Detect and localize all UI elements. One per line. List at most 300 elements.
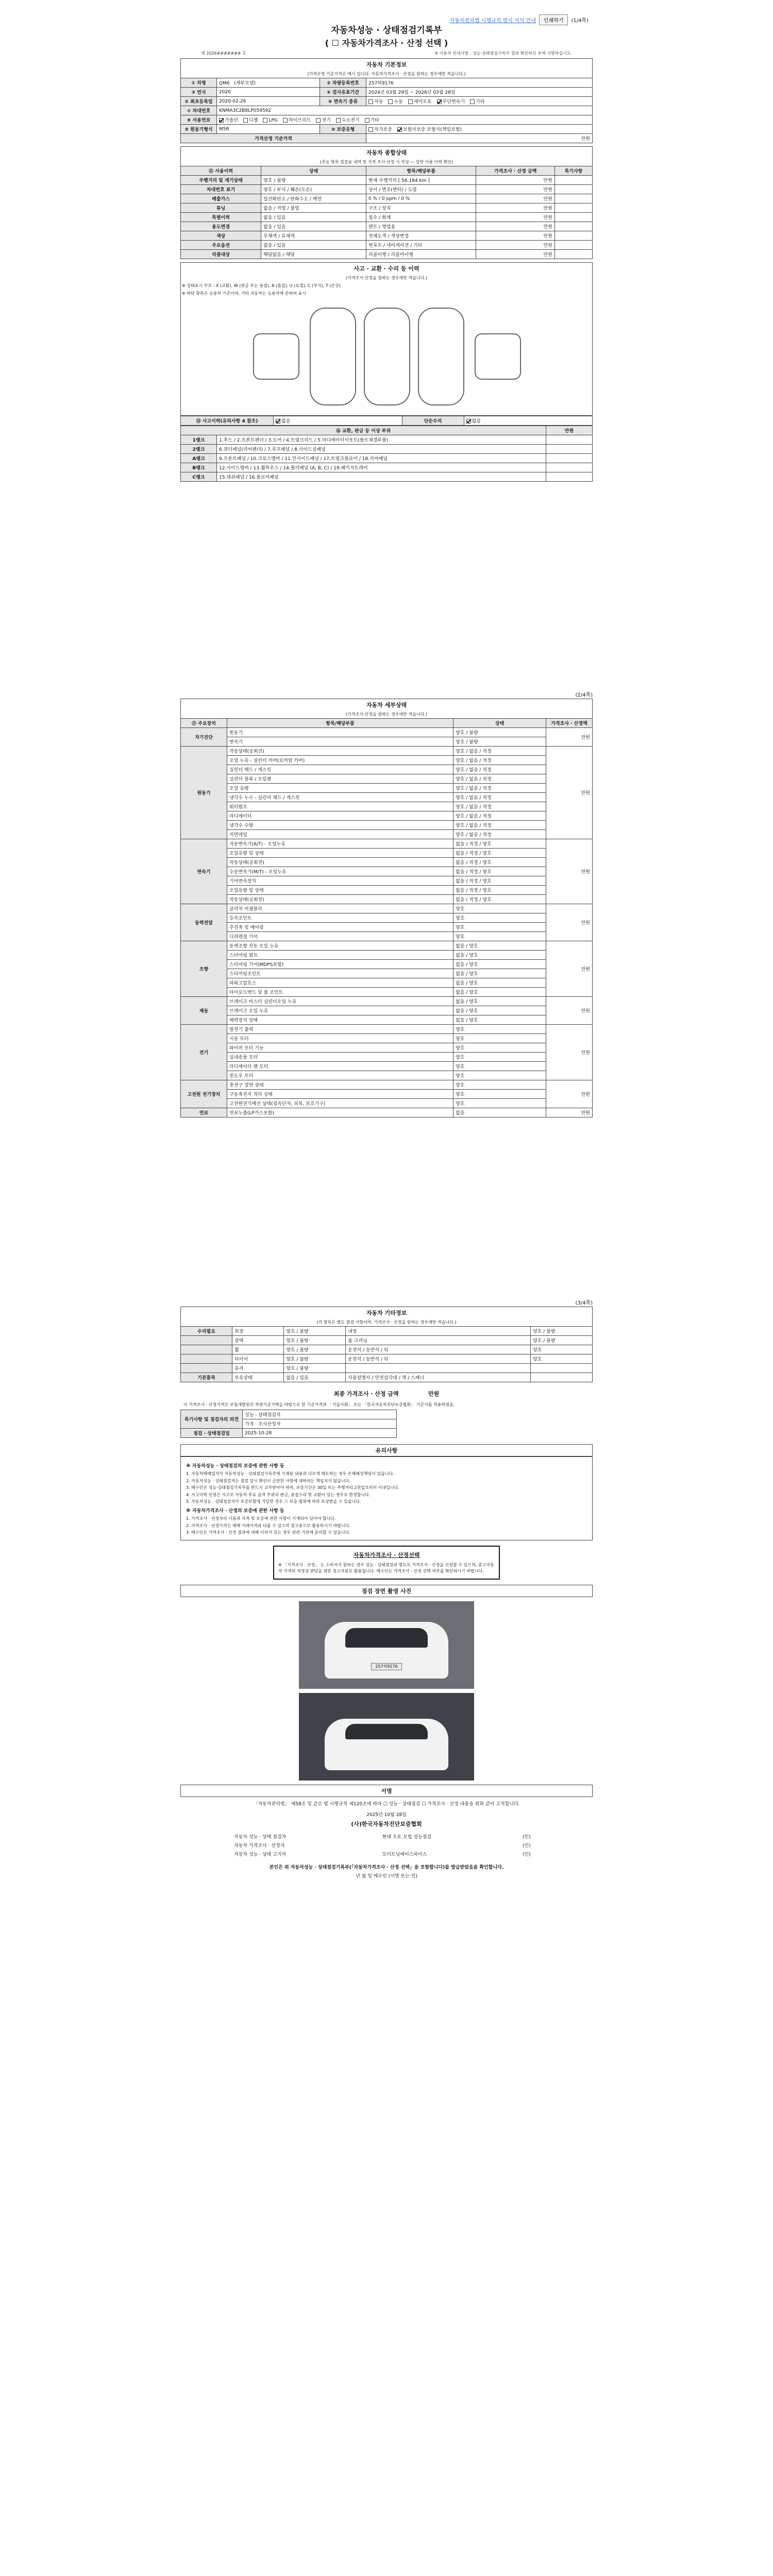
detail-item: 냉각수 누수 - 실린더 헤드 / 개스킷 — [227, 793, 453, 802]
state-price: 만원 — [476, 194, 554, 204]
detail-item: 원동기 — [227, 728, 453, 737]
detail-price: 만원 — [546, 997, 593, 1025]
state-item: 용도변경 — [181, 222, 261, 231]
state-part: 리콜이행 / 리콜미이행 — [366, 250, 476, 259]
inspect-date-label: 점검 · 상태점검일 — [181, 1429, 243, 1438]
notes-head-2: ※ 자동차가격조사 · 산정의 보증에 관한 사항 등 — [186, 1508, 284, 1514]
doc-number: 제 2026####### 호 — [201, 51, 246, 56]
detail-item: 발전기 출력 — [227, 1025, 453, 1034]
sign-name — [380, 1841, 520, 1850]
state-part: 0 % / 0 ppm / 0 % — [366, 194, 476, 204]
inspection-photo-front — [299, 1601, 474, 1689]
detail-state: 양호 — [453, 1080, 546, 1090]
detail-state: 없음 / 양호 — [453, 978, 546, 988]
other-cell — [181, 1364, 232, 1373]
detail-state: 양호 — [453, 932, 546, 941]
state-part: 침수 / 화재 — [366, 213, 476, 222]
sign-seal: (인) — [523, 1834, 531, 1840]
trans-option[interactable]: 기타 — [470, 99, 484, 105]
buyer-sign: 년 월 일 매수인 (서명 또는 인) — [356, 1873, 417, 1879]
other-cell — [181, 1336, 232, 1345]
detail-item: 오일유량 및 상태 — [227, 886, 453, 895]
detail-item: 기어변속장치 — [227, 876, 453, 886]
detail-state: 양호 / 없음 / 적정 — [453, 830, 546, 839]
detail-state: 양호 — [453, 1099, 546, 1108]
table-row — [232, 1850, 541, 1858]
warranty-options — [366, 125, 593, 134]
other-cell: 양호 / 불량 — [530, 1327, 592, 1336]
table-row — [181, 1345, 593, 1354]
sign-name: 현대 오토 모빌 성능점검 — [382, 1834, 432, 1840]
state-remark — [554, 250, 592, 259]
detail-price: 만원 — [546, 1025, 593, 1080]
outer-parts: 6.쿼터패널(리어펜더) / 7.루프패널 / 8.사이드실패널 — [217, 445, 546, 454]
detail-item: 고전원전기배선 상태(접속단자, 피복, 보호기구) — [227, 1099, 453, 1108]
sign-role: 자동차 가격조사 · 산정자 — [234, 1843, 285, 1849]
state-part: 구조 / 장치 — [366, 204, 476, 213]
detail-section-note: (가격조사·산정을 원하는 경우에만 적습니다.) — [180, 710, 593, 718]
sign-section-title: 서명 — [180, 1785, 593, 1797]
detail-group: 제동 — [181, 997, 227, 1025]
other-cell: 양호 — [530, 1345, 592, 1354]
table-row — [181, 1053, 593, 1062]
table-row — [181, 1071, 593, 1080]
label-first-reg: ⑤ 최초등록일 — [181, 97, 217, 106]
table-row — [181, 737, 593, 747]
other-cell — [530, 1373, 592, 1382]
accident-label: ⑮ 사고이력(유의사항 4 참조) — [181, 416, 274, 426]
detail-state: 양호 / 없음 / 적정 — [453, 784, 546, 793]
detail-section-title: 자동차 세부상태 — [180, 699, 593, 710]
detail-item: 작동상태(공회전) — [227, 747, 453, 756]
other-cell: 유리 — [232, 1364, 284, 1373]
detail-state: 없음 / 적정 / 양호 — [453, 876, 546, 886]
detail-state: 양호 — [453, 904, 546, 913]
state-item: 주요옵션 — [181, 241, 261, 250]
detail-price: 만원 — [546, 839, 593, 904]
detail-item: 오일 누유 - 실린더 커버(로커암 커버) — [227, 756, 453, 765]
outer-rank: 1랭크 — [181, 435, 217, 445]
table-row — [181, 1080, 593, 1090]
table-row — [181, 951, 593, 960]
state-status: 없음 / 있음 — [261, 213, 366, 222]
detail-group: 동력전달 — [181, 904, 227, 941]
state-item: 주행거리 및 계기상태 — [181, 176, 261, 185]
sign-date: 2025년 10월 28일 — [366, 1812, 407, 1818]
simple-repair-label: 단순수리 — [402, 416, 464, 426]
notes-box — [180, 1456, 593, 1540]
table-row — [181, 194, 593, 204]
other-cell: 양호 / 불량 — [284, 1336, 346, 1345]
state-part: 전체도색 / 색상변경 — [366, 231, 476, 241]
outer-price-cell — [546, 454, 593, 463]
table-row — [181, 941, 593, 951]
detail-item: 윈도우 모터 — [227, 1071, 453, 1080]
table-row — [181, 1034, 593, 1043]
other-cell — [346, 1364, 531, 1373]
detail-item: 파워고압호스 — [227, 978, 453, 988]
detail-state: 양호 / 불량 — [453, 728, 546, 737]
state-status: 해당없음 / 해당 — [261, 250, 366, 259]
outer-parts: 15.대쉬패널 / 16.플로어패널 — [217, 472, 546, 482]
vin: KNMA3C2B8LP059592 — [217, 106, 593, 115]
detail-item: 냉각수 수량 — [227, 821, 453, 830]
fuel-option[interactable]: 디젤 — [243, 118, 258, 123]
state-remark — [554, 222, 592, 231]
table-row — [181, 821, 593, 830]
table-row — [181, 250, 593, 259]
detail-state: 양호 / 불량 — [453, 737, 546, 747]
consent-body: ※ 「가격조사 · 산정」 는 소비자가 원하는 경우 성능 · 상태점검과 별도로 가격조사 · 산정을 신청할 수 있으며, 중고자동차 가격의 적정성 판단을 위한 참고자료로 활용됩니다. 매수인은 가격조사 · 산정 선택 여부를 확인하시기 바랍니다. — [278, 1562, 494, 1573]
state-remark — [554, 213, 592, 222]
detail-state: 양호 — [453, 1090, 546, 1099]
sign-seal: (인) — [523, 1843, 531, 1849]
label-trans: ⑥ 변속기 종류 — [320, 97, 366, 106]
detail-state: 없음 / 양호 — [453, 951, 546, 960]
accident-table — [180, 416, 593, 426]
accident-legend: ※ 상태표시 부호 : X (교환), W (판금 또는 용접), A (흠집), U (요철), C (부식), T (손상) — [180, 282, 593, 290]
other-cell: 보유상태 — [232, 1373, 284, 1382]
state-status: 없음 / 적법 / 불법 — [261, 204, 366, 213]
detail-state: 양호 — [453, 1062, 546, 1071]
year: 2020 — [217, 88, 320, 97]
outer-price-cell — [546, 463, 593, 472]
detail-state: 양호 / 없음 / 적정 — [453, 774, 546, 784]
detail-price: 만원 — [546, 904, 593, 941]
state-section-title: 자동차 종합상태 — [180, 146, 593, 158]
other-cell: 사용설명서 / 안전삼각대 / 잭 / 스패너 — [346, 1373, 531, 1382]
other-table — [180, 1326, 593, 1382]
table-row — [181, 978, 593, 988]
engine: M5R — [217, 125, 320, 134]
label-inspection: ④ 검사유효기간 — [320, 88, 366, 97]
other-cell: 타이어 — [232, 1354, 284, 1364]
other-cell: 양호 / 불량 — [284, 1364, 346, 1373]
table-row — [181, 886, 593, 895]
table-row — [181, 839, 593, 849]
state-status: 없음 / 있음 — [261, 241, 366, 250]
detail-state: 없음 / 양호 — [453, 960, 546, 969]
detail-state: 없음 — [453, 1108, 546, 1117]
label-reg-no: ② 차량등록번호 — [320, 78, 366, 88]
table-row — [181, 241, 593, 250]
detail-state: 양호 / 없음 / 적정 — [453, 765, 546, 774]
table-row — [181, 463, 593, 472]
detail-item: 타이로드엔드 및 볼 조인트 — [227, 988, 453, 997]
other-cell: 운전석 / 동반석 / 뒤 — [346, 1345, 531, 1354]
state-part: 썬루프 / 네비게이션 / 기타 — [366, 241, 476, 250]
state-part: 상이 / 변조(변타) / 도말 — [366, 185, 476, 194]
label-price: 가격산정 기준가격 — [181, 134, 366, 143]
state-remark — [554, 231, 592, 241]
table-row — [181, 445, 593, 454]
inspector-label: 성능 · 상태점검자 — [243, 1410, 397, 1419]
table-row — [181, 811, 593, 821]
trans-option[interactable]: 자동 — [368, 99, 383, 105]
price-basis: 이 가격조사 · 산정가격은 보험개발원의 차량기준가액을 바탕으로 한 기준가격과 「기술사회」 또는 「한국자동차진단보증협회」 기준서를 적용하였음. — [183, 1402, 455, 1407]
outer-rank: C랭크 — [181, 472, 217, 482]
table-row — [181, 932, 593, 941]
other-cell: 수리필요 — [181, 1327, 232, 1336]
sign-roles-table — [232, 1832, 541, 1858]
fuel-option[interactable]: 하이브리드 — [283, 118, 311, 123]
law-link[interactable]: 자동차관리법 시행규칙 별지 서식 안내 — [449, 18, 536, 24]
detail-item: 디퍼렌셜 기어 — [227, 932, 453, 941]
detail-item: 변속기 — [227, 737, 453, 747]
document-subtitle: ( ☐ 자동차가격조사 · 산정 선택 ) — [325, 38, 448, 48]
detail-header: 가격조사 · 산정액 — [546, 719, 593, 728]
table-row — [181, 472, 593, 482]
other-cell — [530, 1364, 592, 1373]
table-row — [181, 185, 593, 194]
car-outline-rear — [475, 333, 521, 380]
detail-header: 상태 — [453, 719, 546, 728]
table-row — [181, 1099, 593, 1108]
table-row — [181, 213, 593, 222]
detail-state: 없음 / 적정 / 양호 — [453, 839, 546, 849]
trans-option[interactable]: 수동 — [388, 99, 402, 105]
detail-state: 양호 / 없음 / 적정 — [453, 821, 546, 830]
outer-parts: 9.프론트패널 / 10.크로스멤버 / 11.인사이드패널 / 17.트렁크플로어 / 18.리어패널 — [217, 454, 546, 463]
table-row — [181, 923, 593, 932]
detail-item: 클러치 어셈블리 — [227, 904, 453, 913]
detail-item: 워터펌프 — [227, 802, 453, 811]
table-row — [181, 1336, 593, 1345]
other-cell: 양호 — [530, 1354, 592, 1364]
detail-state: 없음 / 양호 — [453, 1015, 546, 1025]
label-year: ③ 연식 — [181, 88, 217, 97]
state-section-note: (주요 항목 점검표 내역 및 가격 조사·산정 시 작성 — 일반 사용 이력 확인) — [180, 158, 593, 166]
detail-state: 양호 — [453, 1071, 546, 1080]
detail-table — [180, 718, 593, 1117]
notes-head-1: ※ 자동차성능 · 상태점검의 보증에 관한 사항 등 — [186, 1464, 284, 1469]
detail-item: 오일유량 및 상태 — [227, 849, 453, 858]
detail-price: 만원 — [546, 941, 593, 997]
label-fuel: ⑧ 사용연료 — [181, 115, 217, 125]
detail-state: 양호 — [453, 1034, 546, 1043]
outer-price: 만원 — [546, 426, 593, 435]
fuel-option[interactable]: LPG — [263, 118, 277, 123]
car-rear-window-shape — [345, 1724, 428, 1739]
detail-state: 없음 / 양호 — [453, 997, 546, 1006]
table-row — [181, 802, 593, 811]
detail-state: 없음 / 양호 — [453, 969, 546, 978]
detail-item: 실린더 헤드 / 개스킷 — [227, 765, 453, 774]
detail-item: 스티어링조인트 — [227, 969, 453, 978]
accident-section-note: (가격조사·산정을 원하는 경우에만 적습니다.) — [180, 274, 593, 282]
fuel-option[interactable]: 수소전기 — [336, 118, 360, 123]
table-row — [181, 176, 593, 185]
state-table — [180, 166, 593, 259]
state-price: 만원 — [476, 185, 554, 194]
car-outline-right — [418, 308, 464, 405]
detail-state: 양호 / 없음 / 적정 — [453, 802, 546, 811]
table-row — [232, 1841, 541, 1850]
detail-price: 만원 — [546, 1108, 593, 1117]
state-part: 현재 주행거리 [ 56,184 km ] — [366, 176, 476, 185]
detail-price: 만원 — [546, 1080, 593, 1108]
state-header: 특기사항 — [554, 166, 592, 176]
state-remark — [554, 185, 592, 194]
detail-state: 없음 / 양호 — [453, 988, 546, 997]
trans-options — [366, 97, 593, 106]
trans-option[interactable]: 세미오토 — [408, 99, 432, 105]
outer-parts: 12.사이드멤버 / 13.휠하우스 / 14.필러패널 (A, B, C) / 19.패키지트레이 — [217, 463, 546, 472]
state-status: 양호 / 불량 — [261, 176, 366, 185]
table-row — [181, 830, 593, 839]
page-3 — [180, 1298, 593, 1879]
table-row — [181, 793, 593, 802]
detail-item: 와이퍼 모터 기능 — [227, 1043, 453, 1053]
first-reg: 2020-02-26 — [217, 97, 320, 106]
state-status: 양호 / 부식 / 훼손(오손) — [261, 185, 366, 194]
photos-title: 점검 장면 촬영 사진 — [180, 1585, 593, 1597]
car-outline-front — [253, 333, 299, 380]
detail-state: 없음 / 양호 — [453, 1006, 546, 1015]
detail-group: 조향 — [181, 941, 227, 997]
state-remark — [554, 194, 592, 204]
table-row — [181, 1090, 593, 1099]
table-row — [181, 849, 593, 858]
detail-item: 구동축전지 격리 상태 — [227, 1090, 453, 1099]
buyer-confirmation: 본인은 위 자동차성능 · 상태점검기록부(「자동차가격조사 · 산정 선택」을 포함합니다)를 발급받았음을 확인합니다. — [269, 1865, 504, 1870]
table-row — [181, 1062, 593, 1071]
inspect-date: 2025-10-28 — [243, 1429, 397, 1438]
final-price-label: 최종 가격조사 · 산정 금액 만원 — [333, 1391, 440, 1397]
table-row — [181, 969, 593, 978]
detail-item: 수동변속기(M/T) - 오일누유 — [227, 867, 453, 876]
note-item: 1. 자동차매매업자가 자동차성능 · 상태점검기록부에 기재된 내용과 다르게 매도하는 경우 손해배상책임이 있습니다. — [186, 1471, 394, 1476]
state-part: 렌트 / 영업용 — [366, 222, 476, 231]
state-remark — [554, 241, 592, 250]
detail-item: 브레이크 마스터 실린더오일 누유 — [227, 997, 453, 1006]
detail-item: 커먼레일 — [227, 830, 453, 839]
table-row — [181, 204, 593, 213]
table-row — [181, 728, 593, 737]
trans-option[interactable]: 무단변속기 — [437, 99, 465, 105]
state-header: ⑪ 사용이력 — [181, 166, 261, 176]
reg-no: 257허9176 — [366, 78, 593, 88]
detail-item: 실내송풍 모터 — [227, 1053, 453, 1062]
license-plate: 257허9176 — [371, 1663, 402, 1670]
label-warranty: ⑩ 보증유형 — [320, 125, 366, 134]
fuel-option[interactable]: 전기 — [316, 118, 330, 123]
table-row — [181, 1354, 593, 1364]
top-links — [450, 14, 589, 25]
table-row — [181, 435, 593, 445]
detail-state: 양호 — [453, 923, 546, 932]
fuel-option[interactable]: 기타 — [365, 118, 379, 123]
sign-name: 모터트닝에이스파이스 — [382, 1852, 427, 1857]
detail-state: 없음 / 적정 / 양호 — [453, 858, 546, 867]
detail-item: 브레이크 오일 누유 — [227, 1006, 453, 1015]
state-header: 가격조사 · 산정 금액 — [476, 166, 554, 176]
detail-item: 스티어링 펌프 — [227, 951, 453, 960]
table-row — [181, 784, 593, 793]
outer-rank: B랭크 — [181, 463, 217, 472]
outer-rank: A랭크 — [181, 454, 217, 463]
detail-item: 추진축 및 베어링 — [227, 923, 453, 932]
other-cell: 양호 / 불량 — [530, 1336, 592, 1345]
detail-item: 충전구 절연 상태 — [227, 1080, 453, 1090]
detail-item: 등속조인트 — [227, 913, 453, 923]
table-row — [181, 858, 593, 867]
other-cell: 양호 / 불량 — [284, 1345, 346, 1354]
basic-info-table — [180, 78, 593, 143]
state-price: 만원 — [476, 176, 554, 185]
detail-group: 전기 — [181, 1025, 227, 1080]
page-2 — [180, 690, 593, 1117]
table-row — [181, 895, 593, 904]
table-row — [181, 1015, 593, 1025]
outer-parts: 1.후드 / 2.프론트펜더 / 3.도어 / 4.트렁크리드 / 5.라디에이터서포트(볼트체결부품) — [217, 435, 546, 445]
accident-legend-2: ※ 하단 항목은 승용차 기준이며, 기타 자동차는 승용차에 준하여 표시 — [180, 290, 593, 297]
detail-state: 양호 / 없음 / 적정 — [453, 793, 546, 802]
state-item: 리콜대상 — [181, 250, 261, 259]
detail-state: 양호 / 없음 / 적정 — [453, 756, 546, 765]
state-item: 특별이력 — [181, 213, 261, 222]
table-row — [181, 867, 593, 876]
table-row — [181, 454, 593, 463]
state-item: 튜닝 — [181, 204, 261, 213]
table-row — [181, 1364, 593, 1373]
warranty-option[interactable]: 자가보증 — [368, 127, 392, 132]
other-cell: 룸 크리닝 — [346, 1336, 531, 1345]
state-remark — [554, 176, 592, 185]
detail-item: 시동 모터 — [227, 1034, 453, 1043]
warranty-option[interactable]: 보험사보증 보험사(책임보험) — [397, 127, 462, 132]
detail-item: 실린더 블록 / 오일팬 — [227, 774, 453, 784]
sign-org: (사)한국자동차진단보증협회 — [351, 1820, 422, 1827]
detail-group: 자기진단 — [181, 728, 227, 747]
state-price: 만원 — [476, 231, 554, 241]
inspection-period: 2024년 03월 29일 ~ 2026년 03월 28일 — [366, 88, 593, 97]
inspection-photo-rear — [299, 1693, 474, 1781]
other-cell: 기본품목 — [181, 1373, 232, 1382]
note-item: 2. 가격조사 · 산정가격은 매매 거래가격과 다를 수 있으며 참고용으로 활용하시기 바랍니다. — [186, 1523, 350, 1528]
detail-item: 라디에이터 — [227, 811, 453, 821]
state-price: 만원 — [476, 222, 554, 231]
car-outline-left — [310, 308, 356, 405]
detail-item: 연료누출(LP가스포함) — [227, 1108, 453, 1117]
label-car-name: ① 차명 — [181, 78, 217, 88]
state-price: 만원 — [476, 241, 554, 250]
other-cell — [181, 1354, 232, 1364]
table-row — [181, 1373, 593, 1382]
sign-role: 자동차 성능 · 상태 고지자 — [234, 1852, 287, 1857]
other-cell: 외장 — [232, 1327, 284, 1336]
detail-group: 변속기 — [181, 839, 227, 904]
table-row — [232, 1832, 541, 1841]
fuel-option[interactable]: 가솔린 — [219, 118, 238, 123]
label-vin: ⑦ 차대번호 — [181, 106, 217, 115]
other-section-title: 자동차 기타정보 — [180, 1307, 593, 1318]
print-button[interactable]: 인쇄하기 — [539, 14, 568, 25]
detail-item: 배력장치 상태 — [227, 1015, 453, 1025]
state-status: 무채색 / 유채색 — [261, 231, 366, 241]
table-row — [181, 904, 593, 913]
table-row — [181, 997, 593, 1006]
signature-table — [180, 1410, 397, 1438]
detail-item: 작동상태(공회전) — [227, 858, 453, 867]
accident-section-title: 사고 · 교환 · 수리 등 이력 — [180, 262, 593, 274]
sign-role: 자동차 성능 · 상태 점검자 — [234, 1834, 287, 1840]
table-row — [181, 876, 593, 886]
state-item: 색상 — [181, 231, 261, 241]
state-status: 일산화탄소 / 탄화수소 / 매연 — [261, 194, 366, 204]
doc-meta — [180, 48, 593, 58]
outer-price-cell — [546, 435, 593, 445]
